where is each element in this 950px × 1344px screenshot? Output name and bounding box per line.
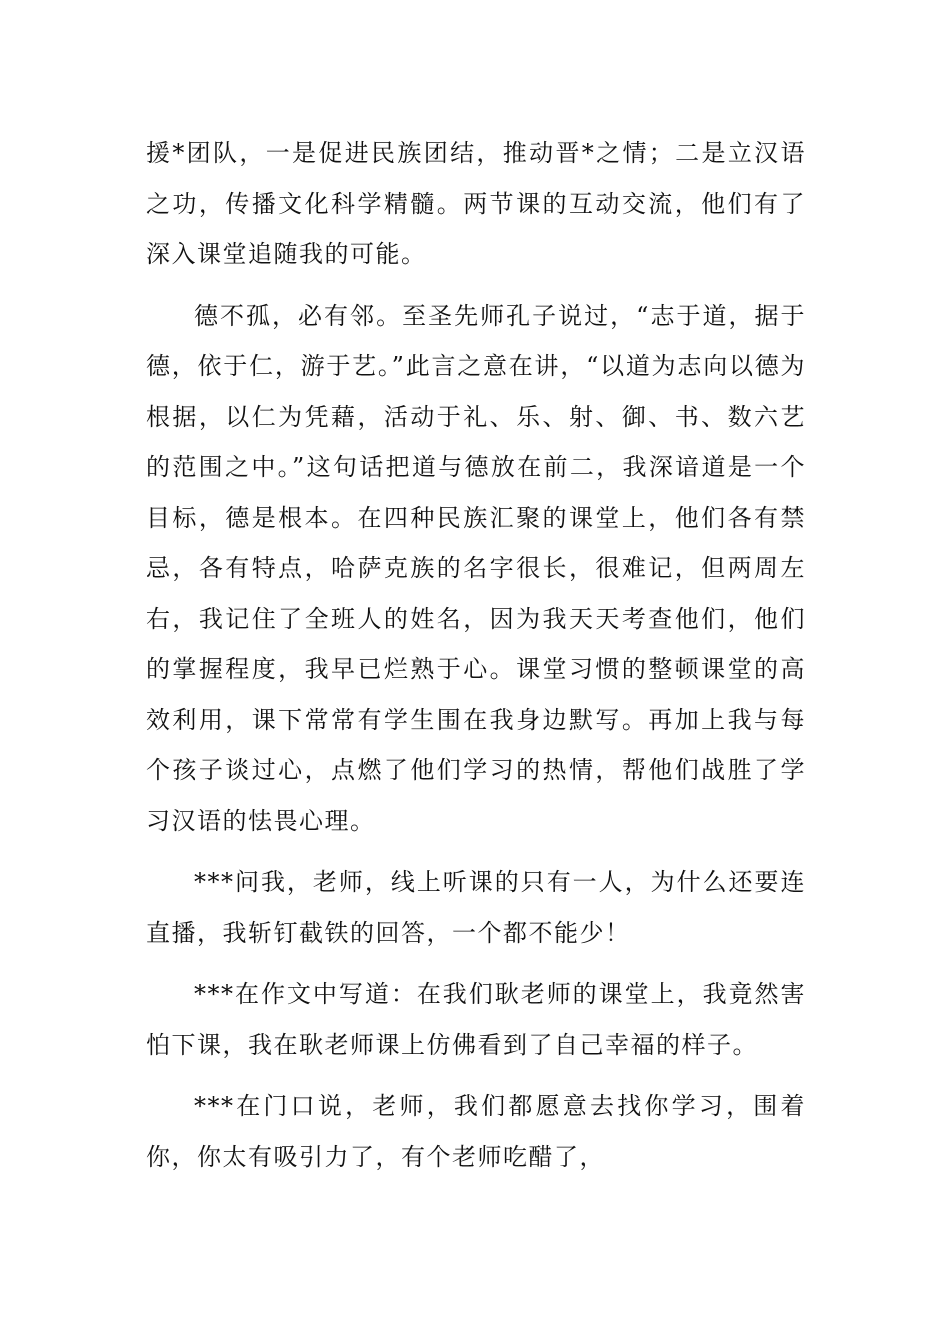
paragraph-4: ***在作文中写道：在我们耿老师的课堂上，我竟然害怕下课，我在耿老师课上仿佛看到了自己幸福的样子。 bbox=[146, 980, 806, 1059]
paragraph-1: 援*团队，一是促进民族团结，推动晋*之情；二是立汉语之功，传播文化科学精髓。两节课的互动交流，他们有了深入课堂追随我的可能。 bbox=[146, 139, 806, 268]
paragraph-3: ***问我，老师，线上听课的只有一人，为什么还要连直播，我斩钉截铁的回答，一个都不能少！ bbox=[146, 868, 806, 947]
document-body bbox=[146, 128, 806, 1193]
paragraph-5: ***在门口说，老师，我们都愿意去找你学习，围着你，你太有吸引力了，有个老师吃醋了， bbox=[146, 1092, 806, 1171]
paragraph-2: 德不孤，必有邻。至圣先师孔子说过，“志于道，据于德，依于仁，游于艺。”此言之意在讲，“以道为志向以德为根据，以仁为凭藉，活动于礼、乐、射、御、书、数六艺的范围之中。”这句话把道与德放在前二，我深谙道是一个目标，德是根本。在四种民族汇聚的课堂上，他们各有禁忌，各有特点，哈萨克族的名字很长，很难记，但两周左右，我记住了全班人的姓名，因为我天天考查他们，他们的掌握程度，我早已烂熟于心。课堂习惯的整顿课堂的高效利用，课下常常有学生围在我身边默写。再加上我与每个孩子谈过心，点燃了他们学习的热情，帮他们战胜了学习汉语的怯畏心理。 bbox=[146, 301, 806, 835]
